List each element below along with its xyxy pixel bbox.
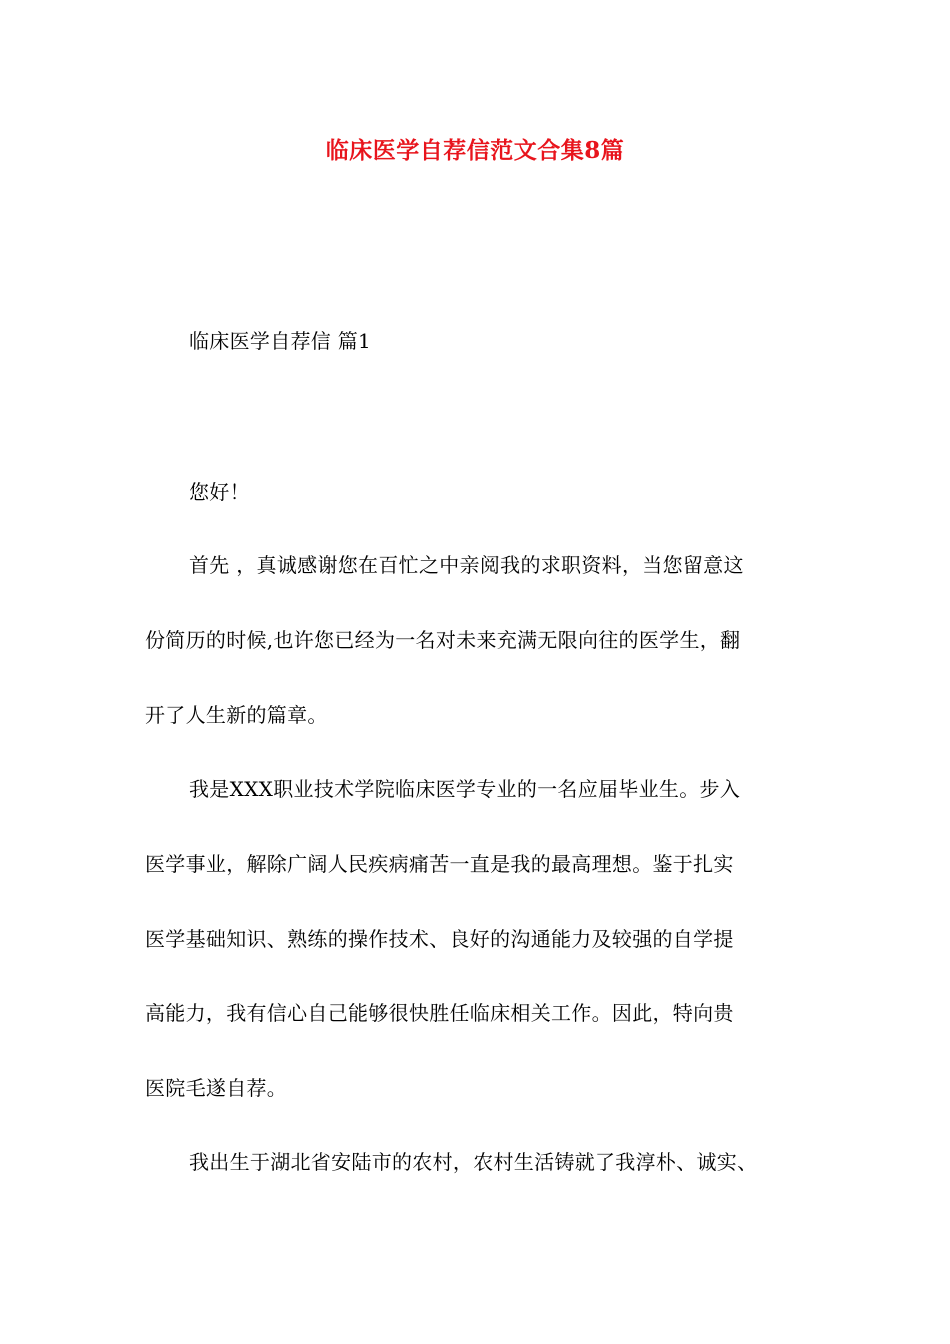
body-line: 高能力，我有信心自己能够很快胜任临床相关工作。因此，特向贵	[145, 1001, 734, 1025]
body-line: 我是XXX职业技术学院临床医学专业的一名应届毕业生。步入	[189, 777, 741, 801]
body-line: 份简历的时候,也许您已经为一名对未来充满无限向往的医学生，翻	[145, 628, 741, 652]
body-line: 开了人生新的篇章。	[145, 703, 328, 727]
body-line: 我出生于湖北省安陆市的农村，农村生活铸就了我淳朴、诚实、	[189, 1150, 758, 1174]
document-title: 临床医学自荐信范文合集8篇	[325, 137, 625, 164]
greeting-line: 您好！	[189, 480, 250, 504]
body-line: 医学基础知识、熟练的操作技术、良好的沟通能力及较强的自学提	[145, 927, 734, 951]
body-line: 医学事业，解除广阔人民疾病痛苦一直是我的最高理想。鉴于扎实	[145, 852, 734, 876]
body-line: 首先 ，真诚感谢您在百忙之中亲阅我的求职资料，当您留意这	[189, 553, 744, 577]
section-heading: 临床医学自荐信 篇1	[189, 329, 372, 353]
body-line: 医院毛遂自荐。	[145, 1076, 288, 1100]
